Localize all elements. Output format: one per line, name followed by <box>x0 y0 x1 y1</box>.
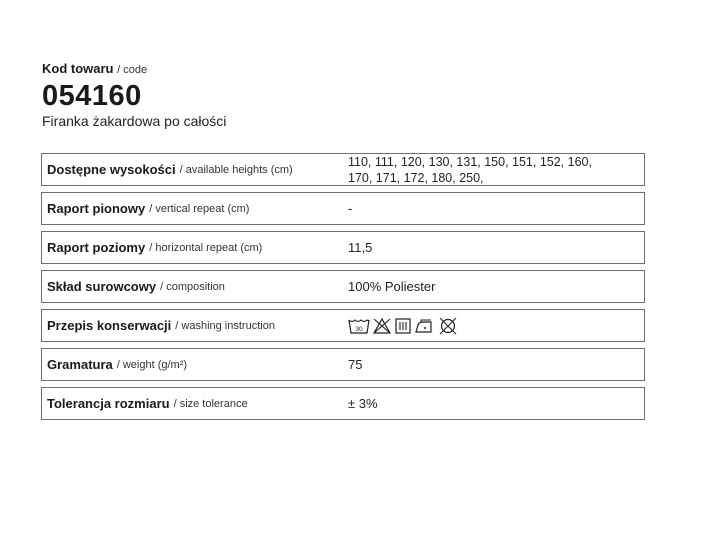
spec-label <box>47 232 262 263</box>
spec-label-pl: Raport poziomy <box>47 240 146 255</box>
spec-label-en: / washing instruction <box>175 319 275 332</box>
product-name: Firanka żakardowa po całości <box>42 113 227 129</box>
iron-icon <box>414 317 436 335</box>
code-label: Kod towaru <box>42 61 114 76</box>
spec-label-pl: Gramatura <box>47 357 113 372</box>
wash-30-icon <box>348 317 370 335</box>
product-code: 054160 <box>42 80 142 112</box>
product-header <box>42 60 226 130</box>
care-icons <box>348 310 458 341</box>
spec-row-heights <box>41 153 645 186</box>
spec-label-en: / composition <box>160 280 225 293</box>
spec-value <box>348 154 592 185</box>
spec-value: 100% Poliester <box>348 279 436 294</box>
spec-row-washing <box>41 309 645 342</box>
spec-value: ± 3% <box>348 396 378 411</box>
spec-label <box>47 154 293 185</box>
spec-row-weight <box>41 348 645 381</box>
spec-value: 11,5 <box>348 240 373 255</box>
spec-label-en: / vertical repeat (cm) <box>149 202 250 215</box>
code-label-line <box>42 60 226 79</box>
spec-label-pl: Skład surowcowy <box>47 279 157 294</box>
spec-label <box>47 388 248 419</box>
dry-icon <box>394 317 412 335</box>
spec-value-line2: 170, 171, 172, 180, 250, <box>348 170 484 185</box>
spec-label-en: / horizontal repeat (cm) <box>149 241 263 254</box>
spec-label <box>47 349 187 380</box>
spec-label-pl: Przepis konserwacji <box>47 318 172 333</box>
no-dry-clean-icon <box>438 317 458 335</box>
spec-row-horizontal-repeat <box>41 231 645 264</box>
spec-label-pl: Raport pionowy <box>47 201 146 216</box>
no-bleach-icon <box>372 317 392 335</box>
spec-value-line1: 110, 111, 120, 130, 131, 150, 151, 152, 160, <box>348 154 592 169</box>
spec-label-en: / available heights (cm) <box>179 163 293 176</box>
spec-row-composition <box>41 270 645 303</box>
spec-value: 75 <box>348 357 363 372</box>
spec-row-vertical-repeat <box>41 192 645 225</box>
spec-label <box>47 271 225 302</box>
spec-value: - <box>348 201 353 216</box>
spec-label <box>47 310 275 341</box>
spec-label <box>47 193 249 224</box>
spec-label-en: / size tolerance <box>173 397 248 410</box>
spec-label-pl: Dostępne wysokości <box>47 162 176 177</box>
spec-label-en: / weight (g/m²) <box>116 358 188 371</box>
spec-label-pl: Tolerancja rozmiaru <box>47 396 170 411</box>
code-label-en: / code <box>117 64 148 76</box>
spec-table <box>41 153 645 426</box>
wash-temp-label: 30 <box>355 325 363 333</box>
spec-row-size-tolerance <box>41 387 645 420</box>
